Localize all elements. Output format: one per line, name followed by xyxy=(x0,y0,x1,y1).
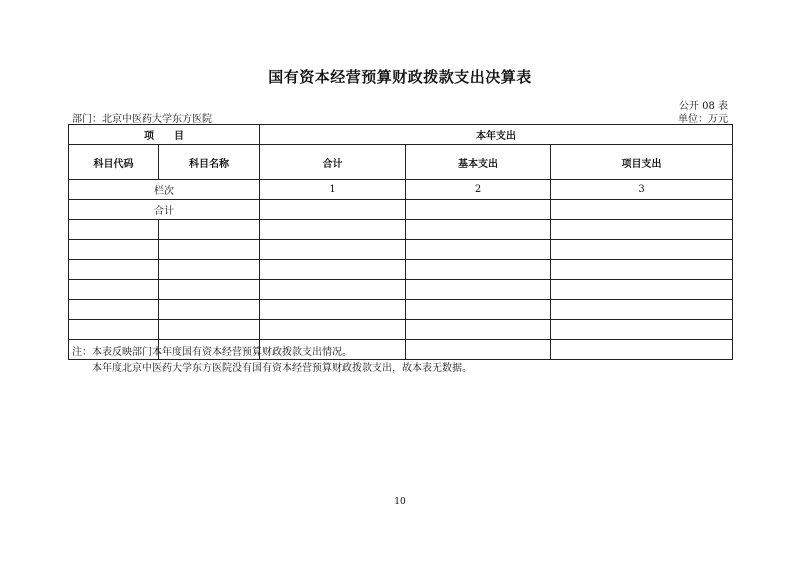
col-total: 合计 xyxy=(260,145,406,180)
total-project-cell xyxy=(551,200,733,220)
note-line-2: 本年度北京中医药大学东方医院没有国有资本经营预算财政拨款支出，故本表无数据。 xyxy=(92,363,472,374)
row-index-label: 栏次 xyxy=(69,180,260,200)
table-row xyxy=(69,280,733,300)
row-index-1: 1 xyxy=(260,180,406,200)
col-subject-name: 科目名称 xyxy=(159,145,260,180)
expenditure-table xyxy=(68,124,733,360)
unit-label: 单位：万元 xyxy=(678,114,728,125)
table-row xyxy=(69,220,733,240)
header-current-year: 本年支出 xyxy=(260,125,733,145)
table-row xyxy=(69,240,733,260)
total-basic-cell xyxy=(406,200,551,220)
table-row xyxy=(69,260,733,280)
col-basic: 基本支出 xyxy=(406,145,551,180)
note-line-1: 注：本表反映部门本年度国有资本经营预算财政拨款支出情况。 xyxy=(72,347,352,358)
department-label: 部门：北京中医药大学东方医院 xyxy=(72,114,212,125)
total-cell xyxy=(260,200,406,220)
page-title: 国有资本经营预算财政拨款支出决算表 xyxy=(268,68,532,86)
table-header-row xyxy=(69,125,733,145)
page-number: 10 xyxy=(394,497,406,507)
table-row-index xyxy=(69,180,733,200)
table-subheader-row xyxy=(69,145,733,180)
row-index-2: 2 xyxy=(406,180,551,200)
row-index-3: 3 xyxy=(551,180,733,200)
header-item: 项 目 xyxy=(69,125,260,145)
notes xyxy=(72,345,472,377)
row-total-label: 合计 xyxy=(69,200,260,220)
col-project: 项目支出 xyxy=(551,145,733,180)
table-row xyxy=(69,320,733,340)
table-row-total xyxy=(69,200,733,220)
table-row xyxy=(69,300,733,320)
form-number: 公开 08 表 xyxy=(678,101,728,112)
col-subject-code: 科目代码 xyxy=(69,145,159,180)
